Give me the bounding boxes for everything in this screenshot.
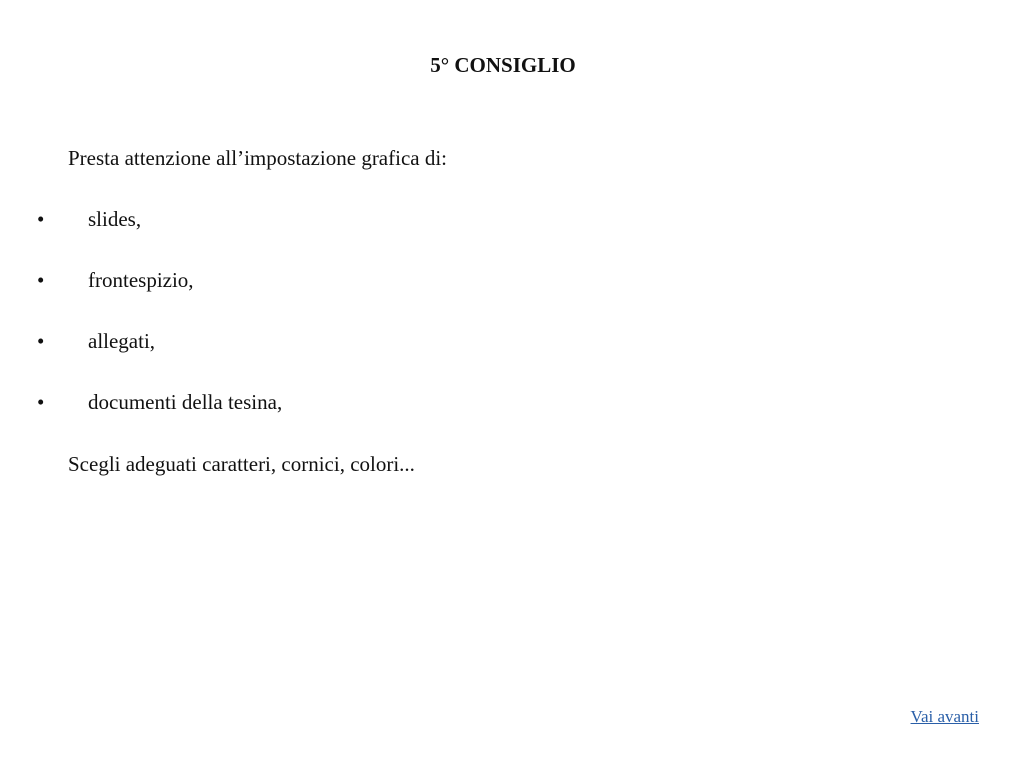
list-item-label: frontespizio,	[88, 268, 194, 292]
closing-text: Scegli adeguati caratteri, cornici, colori...	[68, 452, 415, 476]
slide-title: 5° CONSIGLIO	[430, 53, 576, 77]
intro-text: Presta attenzione all’impostazione grafica di:	[68, 146, 448, 170]
list-item-label: allegati,	[88, 329, 156, 353]
bullet-icon: •	[37, 207, 45, 231]
bullet-icon: •	[37, 390, 45, 414]
next-link[interactable]: Vai avanti	[910, 707, 979, 726]
list-item-label: slides,	[88, 207, 142, 231]
list-item-label: documenti della tesina,	[88, 390, 283, 414]
bullet-icon: •	[37, 268, 45, 292]
bullet-icon: •	[37, 329, 45, 353]
